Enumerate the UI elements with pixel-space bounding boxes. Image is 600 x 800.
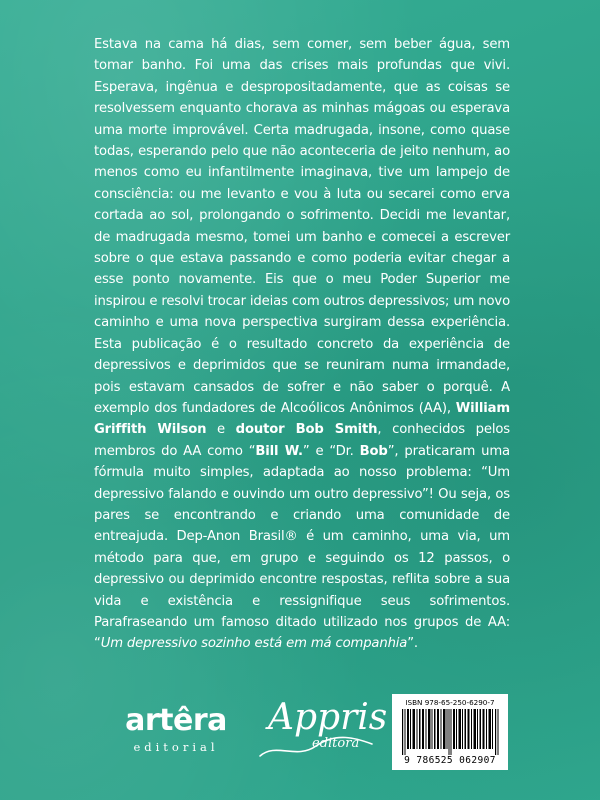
text-part-6: ”. <box>407 636 418 652</box>
back-cover-text <box>94 34 510 655</box>
nickname-bill: Bill W. <box>255 443 303 459</box>
artera-logo-name: artêra <box>125 703 227 738</box>
artera-editorial-logo <box>116 704 236 764</box>
founder-name-smith: doutor Bob Smith <box>235 422 378 438</box>
text-part-3: , conhecidos pelos membros do AA como “ <box>94 422 510 459</box>
nickname-bob: Bob <box>359 443 388 459</box>
artera-logo-subtitle: editorial <box>133 740 219 754</box>
appris-editora-logo <box>256 696 406 768</box>
founder-name-wilson: William Griffith Wilson <box>94 400 510 438</box>
text-part-2: e <box>206 422 236 438</box>
barcode-bars-icon <box>400 709 500 755</box>
barcode-number: 9 786525 062907 <box>404 755 496 766</box>
isbn-barcode <box>392 694 508 770</box>
text-part-1: Estava na cama há dias, sem comer, sem beber água, sem tomar banho. Foi uma das crises mais profundas que vivi. Esperava, ingênua e despropositadamente, que as coisas se resolvessem enquanto chorava as minhas mágoas ou esperava uma morte improvável. Certa madrugada, insone, como quase todas, esperando pelo que não aconteceria de jeito nenhum, ao menos como eu infantilmente imaginava, tive um lampejo de consciência: ou me levanto e vou à luta ou secarei como erva cortada ao sol, prolongando o sofrimento. Decidi me levantar, de madrugada mesmo, tomei um banho e comecei a escrever sobre o que estava passando e como poderia evitar chegar a esse ponto novamente. Eis que o meu Poder Superior me inspirou e resolvi trocar ideias com outros depressivos; um novo caminho e uma nova perspectiva surgiram dessa experiência. Esta publicação é o resultado concreto da experiência de depressivos e deprimidos que se reuniram numa irmandade, pois estavam cansados de sofrer e não saber o porquê. A exemplo dos fundadores de Alcoólicos Anônimos (AA), <box>94 37 510 416</box>
text-part-4: ” e “Dr. <box>302 443 360 459</box>
appris-logo-subtitle: editora <box>312 736 360 751</box>
appris-logo-name: Appris <box>268 697 388 738</box>
closing-quote: Um depressivo sozinho está em má companhia <box>100 636 408 652</box>
isbn-label: ISBN 978-65-250-6290-7 <box>405 698 495 707</box>
text-part-5: ”, praticaram uma fórmula muito simples, adaptada ao nosso problema: “Um depressivo falando e ouvindo um outro depressivo”! Ou seja, os pares se encontrando e criando uma comunidade de entreajuda. Dep-Anon Brasil® é um caminho, uma via, um método para que, em grupo e seguindo os 12 passos, o depressivo ou deprimido encontre respostas, reflita sobre a sua vida e existência e ressignifique seus sofrimentos. Parafraseando um famoso ditado utilizado nos grupos de AA: “ <box>94 443 510 652</box>
